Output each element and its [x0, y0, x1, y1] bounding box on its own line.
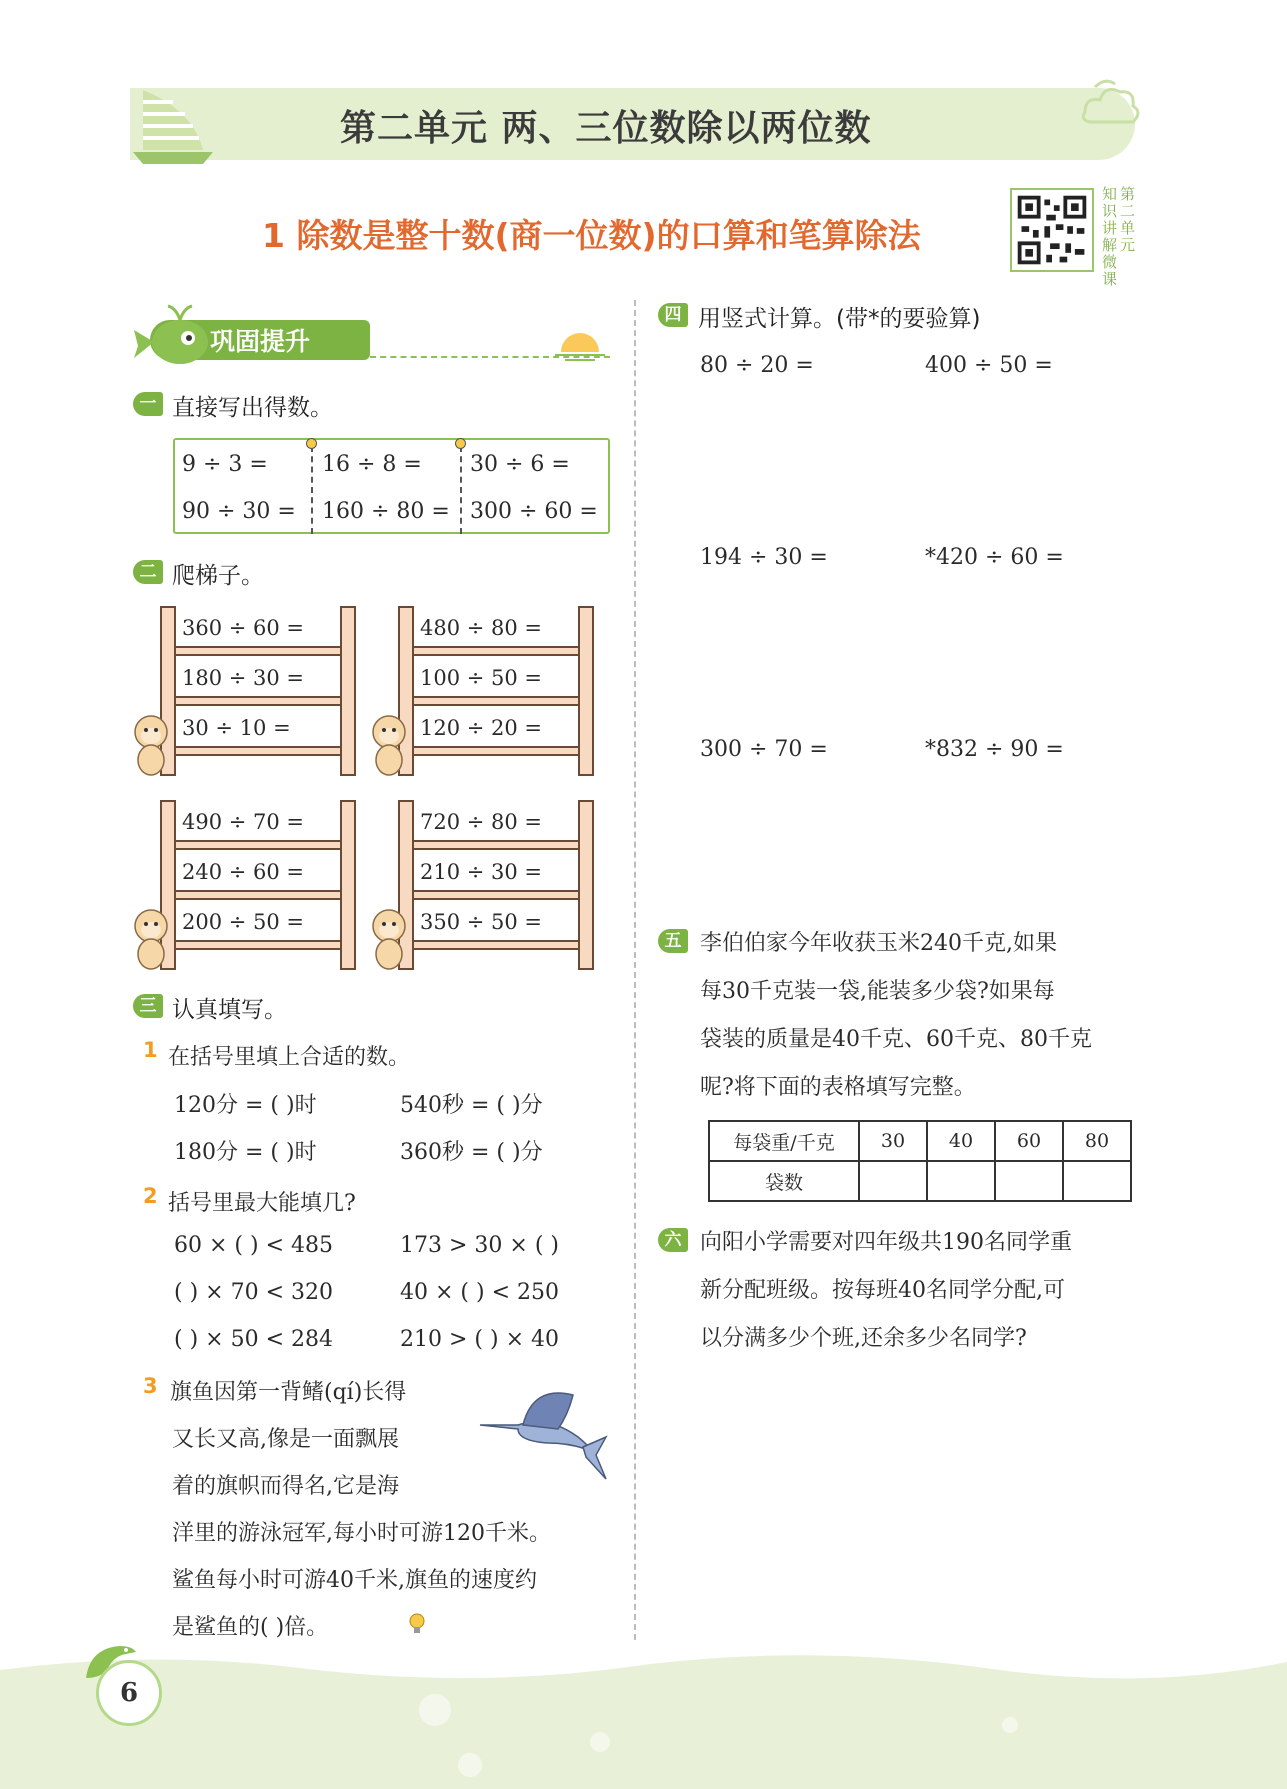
ladder [160, 800, 356, 970]
section-tag-1: 一 [133, 392, 163, 416]
section-title-3: 认真填写。 [172, 997, 287, 1023]
vertical-calc-item: 400 ÷ 50 = [925, 353, 1053, 378]
ladder-step: 240 ÷ 60 = [182, 860, 305, 884]
fill-blank: 180分 = ( )时 [174, 1140, 317, 1165]
sailboat-icon [133, 80, 213, 166]
section-tag-4: 四 [658, 303, 688, 327]
ladder-step: 490 ÷ 70 = [182, 810, 305, 834]
monkey-icon [364, 712, 414, 778]
vertical-calc-item: *420 ÷ 60 = [925, 545, 1064, 570]
word-problem-line: 洋里的游泳冠军,每小时可游120千米。 [172, 1521, 551, 1546]
footer-wave [0, 1650, 1287, 1789]
section-tag-3: 三 [133, 994, 163, 1018]
section-title-1: 直接写出得数。 [172, 395, 333, 421]
word-problem-line: 袋装的质量是40千克、60千克、80千克 [700, 1027, 1092, 1052]
table-blank-cell[interactable] [859, 1161, 927, 1201]
qr-code-icon[interactable] [1010, 188, 1094, 272]
word-problem-line: 鲨鱼每小时可游40千米,旗鱼的速度约 [172, 1568, 537, 1593]
cloud-icon [1075, 72, 1145, 142]
page-number: 6 [96, 1660, 162, 1726]
fill-blank: 120分 = ( )时 [174, 1093, 317, 1118]
word-problem-line: 又长又高,像是一面飘展 [172, 1427, 399, 1452]
calc-item: 300 ÷ 60 = [470, 499, 598, 524]
section-tag-6: 六 [658, 1228, 688, 1252]
fill-blank: 173 > 30 × ( ) [400, 1233, 559, 1258]
table-blank-cell[interactable] [995, 1161, 1063, 1201]
table-header: 80 [1063, 1121, 1131, 1161]
section-title-4: 用竖式计算。(带*的要验算) [698, 306, 981, 332]
question-text: 括号里最大能填几? [168, 1191, 356, 1216]
lesson-title: 1 除数是整十数(商一位数)的口算和笔算除法 [262, 216, 921, 255]
pin-icon [306, 438, 317, 449]
fill-blank: 210 > ( ) × 40 [400, 1327, 559, 1352]
fill-blank: 40 × ( ) < 250 [400, 1280, 559, 1305]
fill-blank: ( ) × 50 < 284 [174, 1327, 333, 1352]
section-tag-5: 五 [658, 929, 688, 953]
column-divider [634, 300, 636, 1640]
vertical-calc-item: 194 ÷ 30 = [700, 545, 828, 570]
table-blank-cell[interactable] [927, 1161, 995, 1201]
table-row-label: 袋数 [709, 1161, 859, 1201]
table-header: 30 [859, 1121, 927, 1161]
fill-blank: 60 × ( ) < 485 [174, 1233, 333, 1258]
vertical-calc-item: 300 ÷ 70 = [700, 737, 828, 762]
calc-item: 30 ÷ 6 = [470, 452, 570, 477]
ladder-step: 200 ÷ 50 = [182, 910, 305, 934]
ladder [398, 800, 594, 970]
ribbon-label: 巩固提升 [210, 327, 311, 356]
ladder-step: 100 ÷ 50 = [420, 666, 543, 690]
fill-blank: 540秒 = ( )分 [400, 1093, 543, 1118]
section-title-2: 爬梯子。 [172, 563, 264, 589]
ladder-step: 480 ÷ 80 = [420, 616, 543, 640]
monkey-icon [126, 906, 176, 972]
word-problem-line: 是鲨鱼的( )倍。 [172, 1615, 329, 1640]
word-problem-line: 李伯伯家今年收获玉米240千克,如果 [700, 931, 1057, 956]
word-problem-line: 新分配班级。按每班40名同学分配,可 [700, 1278, 1065, 1303]
calc-item: 160 ÷ 80 = [322, 499, 450, 524]
sailfish-icon [478, 1385, 608, 1485]
word-problem-line: 以分满多少个班,还余多少名同学? [700, 1326, 1027, 1351]
lightbulb-icon [407, 1612, 427, 1636]
question-number: 3 [143, 1374, 158, 1398]
calc-item: 16 ÷ 8 = [322, 452, 422, 477]
fill-blank: 360秒 = ( )分 [400, 1140, 543, 1165]
ladder-step: 210 ÷ 30 = [420, 860, 543, 884]
bag-weight-table [708, 1120, 1132, 1202]
table-header: 每袋重/千克 [709, 1121, 859, 1161]
vertical-calc-item: *832 ÷ 90 = [925, 737, 1064, 762]
ladder-step: 720 ÷ 80 = [420, 810, 543, 834]
question-number: 2 [143, 1184, 158, 1208]
table-header: 60 [995, 1121, 1063, 1161]
word-problem-line: 向阳小学需要对四年级共190名同学重 [700, 1230, 1072, 1255]
whale-icon [130, 300, 210, 370]
word-problem-line: 旗鱼因第一背鳍(qí)长得 [170, 1380, 407, 1405]
ladder-step: 350 ÷ 50 = [420, 910, 543, 934]
word-problem-line: 呢?将下面的表格填写完整。 [700, 1075, 976, 1100]
ladder [160, 606, 356, 776]
monkey-icon [126, 712, 176, 778]
section-tag-2: 二 [133, 560, 163, 584]
box-divider [460, 446, 462, 534]
ladder-step: 360 ÷ 60 = [182, 616, 305, 640]
ladder-step: 30 ÷ 10 = [182, 716, 291, 740]
table-row [709, 1161, 1131, 1201]
box-divider [311, 446, 313, 534]
table-blank-cell[interactable] [1063, 1161, 1131, 1201]
fill-blank: ( ) × 70 < 320 [174, 1280, 333, 1305]
vertical-calc-item: 80 ÷ 20 = [700, 353, 814, 378]
question-text: 在括号里填上合适的数。 [168, 1045, 411, 1070]
calc-item: 9 ÷ 3 = [182, 452, 268, 477]
word-problem-line: 着的旗帜而得名,它是海 [172, 1474, 399, 1499]
monkey-icon [364, 906, 414, 972]
sun-icon [555, 318, 605, 362]
table-row [709, 1121, 1131, 1161]
pin-icon [455, 438, 466, 449]
ladder-step: 180 ÷ 30 = [182, 666, 305, 690]
question-number: 1 [143, 1038, 158, 1062]
table-header: 40 [927, 1121, 995, 1161]
calc-item: 90 ÷ 30 = [182, 499, 296, 524]
word-problem-line: 每30千克装一袋,能装多少袋?如果每 [700, 979, 1055, 1004]
ladder-step: 120 ÷ 20 = [420, 716, 543, 740]
unit-title: 第二单元 两、三位数除以两位数 [340, 108, 872, 149]
ladder [398, 606, 594, 776]
